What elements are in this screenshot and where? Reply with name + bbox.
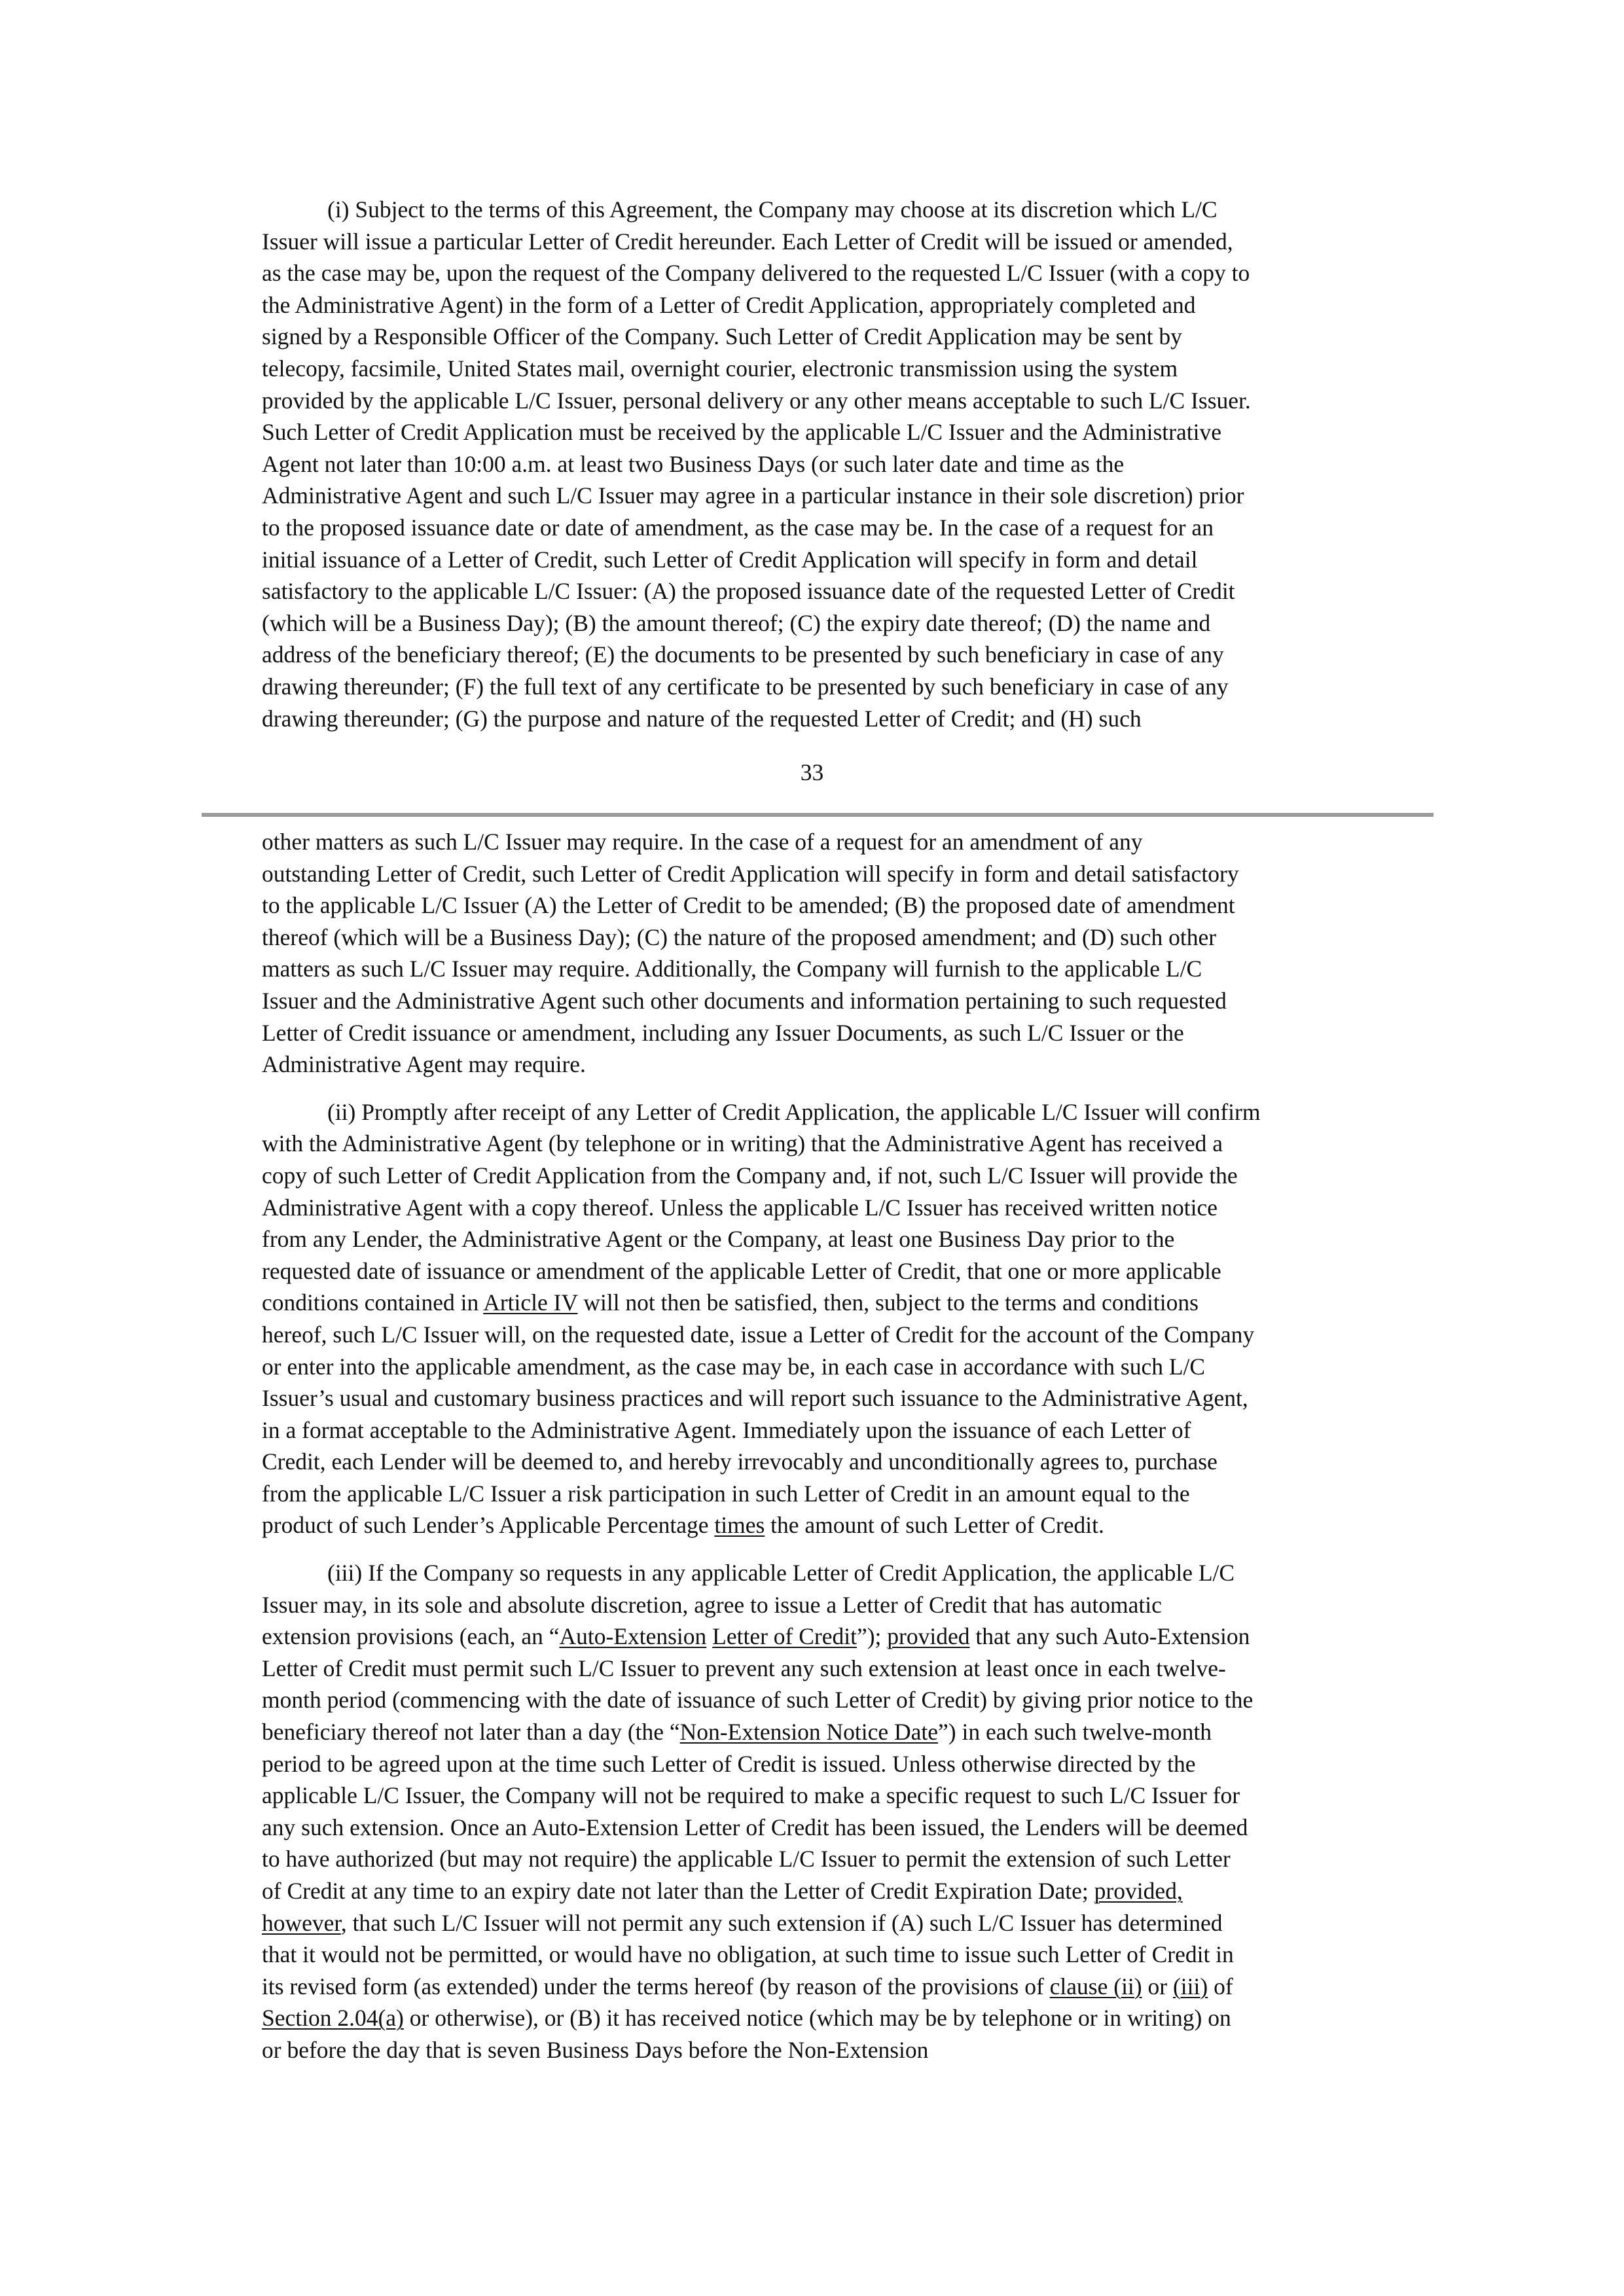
text-line: Issuer will issue a particular Letter of Credit hereunder. Each Letter of Credit will be issued or amended, <box>262 228 1233 255</box>
text-fragment: beneficiary thereof not later than a day (the “ <box>262 1719 680 1746</box>
page-top-text <box>262 194 1434 734</box>
text-line: signed by a Responsible Officer of the Company. Such Letter of Credit Application may be sent by <box>262 323 1182 350</box>
text-fragment: or <box>1142 1973 1173 2000</box>
text-line: requested date of issuance or amendment of the applicable Letter of Credit, that one or more applicable <box>262 1257 1221 1284</box>
clause-iii-reference: (iii) <box>1172 1973 1208 2000</box>
text-line: Issuer may, in its sole and absolute discretion, agree to issue a Letter of Credit that has automatic <box>262 1591 1162 1618</box>
paragraph-ii <box>262 1096 1434 1541</box>
times-term: times <box>714 1512 765 1539</box>
text-line: period to be agreed upon at the time such Letter of Credit is issued. Unless otherwise directed by the <box>262 1750 1196 1777</box>
defined-term-letter-of-credit: Letter of Credit <box>712 1623 857 1650</box>
page-bottom-text <box>262 826 1434 2066</box>
text-line: Issuer and the Administrative Agent such other documents and information pertaining to such requested <box>262 987 1227 1014</box>
text-line: Issuer’s usual and customary business practices and will report such issuance to the Administrative Agent, <box>262 1385 1248 1412</box>
text-line: Agent not later than 10:00 a.m. at least two Business Days (or such later date and time as the <box>262 450 1125 477</box>
provided-term: provided, <box>1094 1878 1183 1904</box>
text-fragment: , that such L/C Issuer will not permit any such extension if (A) such L/C Issuer has determined <box>340 1909 1223 1936</box>
text-line: outstanding Letter of Credit, such Letter of Credit Application will specify in form and detail satisfactory <box>262 860 1239 887</box>
text-fragment: its revised form (as extended) under the terms hereof (by reason of the provisions of <box>262 1973 1050 2000</box>
text-line: month period (commencing with the date of issuance of such Letter of Credit) by giving prior notice to the <box>262 1687 1254 1713</box>
text-line: Letter of Credit must permit such L/C Issuer to prevent any such extension at least once in each twelve- <box>262 1655 1226 1681</box>
text-line: applicable L/C Issuer, the Company will not be required to make a specific request to such L/C Issuer for <box>262 1782 1240 1809</box>
text-line: Credit, each Lender will be deemed to, and hereby irrevocably and unconditionally agrees to, purchase <box>262 1448 1218 1475</box>
text-line: Letter of Credit issuance or amendment, including any Issuer Documents, as such L/C Issuer or the <box>262 1019 1184 1046</box>
text-line: as the case may be, upon the request of the Company delivered to the requested L/C Issuer (with a copy to <box>262 260 1250 287</box>
text-line: or before the day that is seven Business Days before the Non-Extension <box>262 2036 929 2063</box>
page-number: 33 <box>800 759 824 785</box>
text-line: to the applicable L/C Issuer (A) the Letter of Credit to be amended; (B) the proposed date of amendment <box>262 892 1235 919</box>
text-fragment: ”) in each such twelve-month <box>938 1719 1212 1746</box>
section-reference: Section 2.04(a) <box>262 2005 404 2032</box>
text-line: with the Administrative Agent (by telephone or in writing) that the Administrative Agent has received a <box>262 1130 1223 1157</box>
text-line: drawing thereunder; (G) the purpose and nature of the requested Letter of Credit; and (H) such <box>262 705 1142 732</box>
article-iv-reference: Article IV <box>483 1289 578 1316</box>
text-fragment: conditions contained in <box>262 1289 484 1316</box>
text-line: matters as such L/C Issuer may require. Additionally, the Company will furnish to the applicable L/C <box>262 956 1202 982</box>
provided-term: provided <box>887 1623 970 1650</box>
text-line: to have authorized (but may not require) the applicable L/C Issuer to permit the extension of such Letter <box>262 1846 1231 1873</box>
page-break-divider <box>202 813 1434 817</box>
text-line: drawing thereunder; (F) the full text of any certificate to be presented by such beneficiary in case of any <box>262 673 1229 700</box>
text-line: the Administrative Agent) in the form of a Letter of Credit Application, appropriately completed and <box>262 291 1196 318</box>
however-term: however <box>262 1909 341 1936</box>
text-line: Administrative Agent with a copy thereof. Unless the applicable L/C Issuer has received written notice <box>262 1194 1218 1221</box>
text-line: (ii) Promptly after receipt of any Letter of Credit Application, the applicable L/C Issuer will confirm <box>327 1098 1261 1125</box>
text-fragment: that any such Auto-Extension <box>969 1623 1250 1650</box>
paragraph-i <box>262 194 1434 734</box>
text-line: (i) Subject to the terms of this Agreement, the Company may choose at its discretion which L/C <box>327 196 1218 223</box>
text-line: satisfactory to the applicable L/C Issuer: (A) the proposed issuance date of the requested Letter of Credit <box>262 578 1235 605</box>
text-line: that it would not be permitted, or would have no obligation, at such time to issue such Letter of Credit in <box>262 1941 1234 1968</box>
text-line: other matters as such L/C Issuer may require. In the case of a request for an amendment of any <box>262 829 1143 855</box>
text-fragment: of <box>1208 1973 1233 2000</box>
text-fragment: ”); <box>856 1623 888 1650</box>
text-line: initial issuance of a Letter of Credit, such Letter of Credit Application will specify in form and detail <box>262 546 1198 573</box>
text-line: provided by the applicable L/C Issuer, personal delivery or any other means acceptable to such L/C Issuer. <box>262 387 1251 414</box>
defined-term-non-extension-notice-date: Non-Extension Notice Date <box>679 1719 939 1746</box>
text-line: (which will be a Business Day); (B) the amount thereof; (C) the expiry date thereof; (D) the name and <box>262 609 1211 636</box>
text-line: Such Letter of Credit Application must be received by the applicable L/C Issuer and the Administrative <box>262 419 1221 446</box>
text-line: Administrative Agent and such L/C Issuer may agree in a particular instance in their sole discretion) prior <box>262 482 1244 509</box>
text-line: thereof (which will be a Business Day); (C) the nature of the proposed amendment; and (D) such other <box>262 924 1217 950</box>
text-line: from any Lender, the Administrative Agent or the Company, at least one Business Day prior to the <box>262 1226 1175 1253</box>
text-line: hereof, such L/C Issuer will, on the requested date, issue a Letter of Credit for the account of the Company <box>262 1321 1255 1348</box>
text-fragment <box>706 1623 712 1649</box>
text-line: telecopy, facsimile, United States mail, overnight courier, electronic transmission using the system <box>262 355 1178 382</box>
paragraph-iii <box>262 1557 1434 2066</box>
continuation-paragraph <box>262 826 1434 1081</box>
text-fragment: product of such Lender’s Applicable Percentage <box>262 1512 715 1539</box>
text-line: copy of such Letter of Credit Application from the Company and, if not, such L/C Issuer will provide the <box>262 1162 1238 1189</box>
text-fragment: extension provisions (each, an “ <box>262 1623 560 1650</box>
text-fragment: the amount of such Letter of Credit. <box>765 1512 1104 1539</box>
text-fragment: will not then be satisfied, then, subject to the terms and conditions <box>577 1289 1199 1316</box>
clause-ii-reference: clause (ii) <box>1049 1973 1142 2000</box>
text-fragment: of Credit at any time to an expiry date not later than the Letter of Credit Expiration Date; <box>262 1878 1094 1904</box>
text-line: in a format acceptable to the Administrative Agent. Immediately upon the issuance of each Letter of <box>262 1416 1191 1443</box>
text-line: Administrative Agent may require. <box>262 1051 586 1078</box>
text-line: to the proposed issuance date or date of amendment, as the case may be. In the case of a request for an <box>262 514 1214 541</box>
defined-term-auto-extension: Auto-Extension <box>559 1623 707 1650</box>
text-line: any such extension. Once an Auto-Extension Letter of Credit has been issued, the Lenders will be deemed <box>262 1814 1248 1840</box>
text-line: address of the beneficiary thereof; (E) the documents to be presented by such beneficiary in case of any <box>262 641 1224 668</box>
text-line: or enter into the applicable amendment, as the case may be, in each case in accordance with such L/C <box>262 1353 1206 1380</box>
text-line: (iii) If the Company so requests in any applicable Letter of Credit Application, the applicable L/C <box>327 1560 1235 1587</box>
text-line: from the applicable L/C Issuer a risk participation in such Letter of Credit in an amount equal to the <box>262 1480 1190 1507</box>
text-fragment: or otherwise), or (B) it has received notice (which may be by telephone or in writing) on <box>403 2005 1231 2032</box>
